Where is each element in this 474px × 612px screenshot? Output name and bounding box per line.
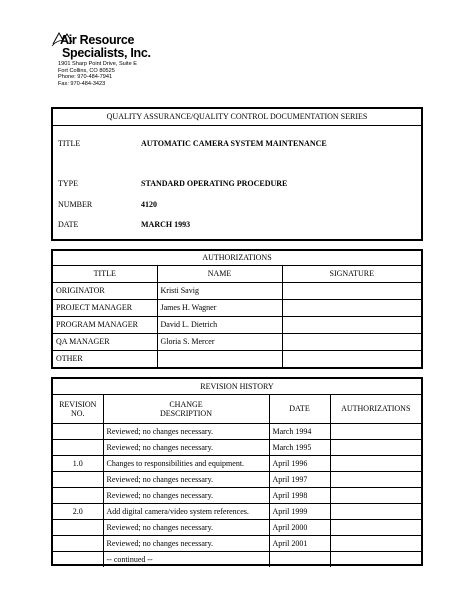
table-row <box>53 535 421 551</box>
auth-name-cell: David L. Dietrich <box>157 316 282 333</box>
auth-name-cell: James H. Wagner <box>157 299 282 316</box>
revision-date-cell: April 2000 <box>269 519 330 535</box>
revision-date-cell: March 1994 <box>269 423 330 439</box>
company-logo <box>50 28 170 100</box>
column-header-name: NAME <box>157 265 282 282</box>
address-line: Phone: 970-484-7941 <box>58 74 113 81</box>
column-header-authorizations: AUTHORIZATIONS <box>330 394 421 423</box>
revision-description-cell: Reviewed; no changes necessary. <box>103 487 269 503</box>
revision-date-cell: March 1995 <box>269 439 330 455</box>
revision-history-box <box>51 377 423 566</box>
logo-name-line1: Air Resource <box>60 33 135 47</box>
header-line: NO. <box>70 408 85 418</box>
date-label: DATE <box>58 220 79 229</box>
revision-description-cell: Reviewed; no changes necessary. <box>103 471 269 487</box>
date-value: MARCH 1993 <box>141 220 191 229</box>
revision-no-cell <box>53 535 103 551</box>
auth-signature-cell <box>282 299 421 316</box>
auth-signature-cell <box>282 333 421 350</box>
number-label: NUMBER <box>58 200 93 209</box>
revision-auth-cell <box>330 471 421 487</box>
title-value: AUTOMATIC CAMERA SYSTEM MAINTENANCE <box>141 139 327 148</box>
logo-company-name <box>60 34 151 60</box>
authorizations-box <box>51 249 423 369</box>
table-row <box>53 299 421 316</box>
auth-name-cell <box>157 350 282 367</box>
series-heading: QUALITY ASSURANCE/QUALITY CONTROL DOCUMENTATION SERIES <box>106 112 368 121</box>
revision-no-cell <box>53 487 103 503</box>
revision-description-cell: -- continued -- <box>103 551 269 567</box>
revision-auth-cell <box>330 439 421 455</box>
title-label: TITLE <box>58 139 81 148</box>
column-header-revision-no <box>53 394 103 423</box>
revision-no-cell <box>53 551 103 567</box>
divider <box>53 125 421 126</box>
document-info-box <box>51 107 423 241</box>
table-row <box>53 350 421 367</box>
revision-description-cell: Changes to responsibilities and equipment. <box>103 455 269 471</box>
logo-address <box>58 61 137 87</box>
revision-description-cell: Reviewed; no changes necessary. <box>103 519 269 535</box>
revision-auth-cell <box>330 423 421 439</box>
revision-auth-cell <box>330 519 421 535</box>
revision-description-cell: Add digital camera/video system references. <box>103 503 269 519</box>
address-line: 1901 Sharp Point Drive, Suite E <box>58 61 137 67</box>
revision-auth-cell <box>330 551 421 567</box>
revision-no-cell <box>53 439 103 455</box>
revision-auth-cell <box>330 487 421 503</box>
revision-history-table <box>53 379 421 567</box>
revision-date-cell: April 2001 <box>269 535 330 551</box>
revision-description-cell: Reviewed; no changes necessary. <box>103 535 269 551</box>
revision-no-cell <box>53 519 103 535</box>
header-line: DESCRIPTION <box>159 408 212 418</box>
revision-date-cell: April 1998 <box>269 487 330 503</box>
auth-title-cell: PROJECT MANAGER <box>53 299 157 316</box>
table-row <box>53 333 421 350</box>
table-row <box>53 316 421 333</box>
auth-title-cell: PROGRAM MANAGER <box>53 316 157 333</box>
column-header-date: DATE <box>269 394 330 423</box>
revision-no-cell <box>53 471 103 487</box>
revision-auth-cell <box>330 503 421 519</box>
auth-signature-cell <box>282 282 421 299</box>
revision-date-cell: April 1997 <box>269 471 330 487</box>
revision-date-cell <box>269 551 330 567</box>
column-header-signature: SIGNATURE <box>282 265 421 282</box>
auth-title-cell: OTHER <box>53 350 157 367</box>
table-row <box>53 282 421 299</box>
auth-name-cell: Kristi Savig <box>157 282 282 299</box>
auth-name-cell: Gloria S. Mercer <box>157 333 282 350</box>
auth-title-cell: QA MANAGER <box>53 333 157 350</box>
type-label: TYPE <box>58 179 78 188</box>
logo-name-line2: Specialists, Inc. <box>62 46 151 60</box>
table-row <box>53 439 421 455</box>
header-line: REVISION <box>59 399 97 409</box>
type-value: STANDARD OPERATING PROCEDURE <box>141 179 288 188</box>
table-row <box>53 471 421 487</box>
table-row <box>53 423 421 439</box>
revision-auth-cell <box>330 535 421 551</box>
column-header-change-description <box>103 394 269 423</box>
revision-no-cell: 1.0 <box>53 455 103 471</box>
authorizations-heading: AUTHORIZATIONS <box>53 251 421 265</box>
revision-description-cell: Reviewed; no changes necessary. <box>103 423 269 439</box>
authorizations-table <box>53 251 421 367</box>
table-row <box>53 503 421 519</box>
column-header-title: TITLE <box>53 265 157 282</box>
table-row <box>53 487 421 503</box>
revision-date-cell: April 1996 <box>269 455 330 471</box>
revision-date-cell: April 1999 <box>269 503 330 519</box>
number-value: 4120 <box>141 200 157 209</box>
table-row <box>53 455 421 471</box>
address-line: Fort Collins, CO 80525 <box>58 67 115 74</box>
revision-description-cell: Reviewed; no changes necessary. <box>103 439 269 455</box>
header-line: CHANGE <box>169 399 203 409</box>
revision-no-cell <box>53 423 103 439</box>
auth-signature-cell <box>282 350 421 367</box>
revision-history-heading: REVISION HISTORY <box>53 379 421 394</box>
table-row <box>53 519 421 535</box>
address-line: Fax: 970-484-3423 <box>58 80 106 87</box>
revision-auth-cell <box>330 455 421 471</box>
revision-no-cell: 2.0 <box>53 503 103 519</box>
table-row <box>53 551 421 567</box>
auth-signature-cell <box>282 316 421 333</box>
auth-title-cell: ORIGINATOR <box>53 282 157 299</box>
